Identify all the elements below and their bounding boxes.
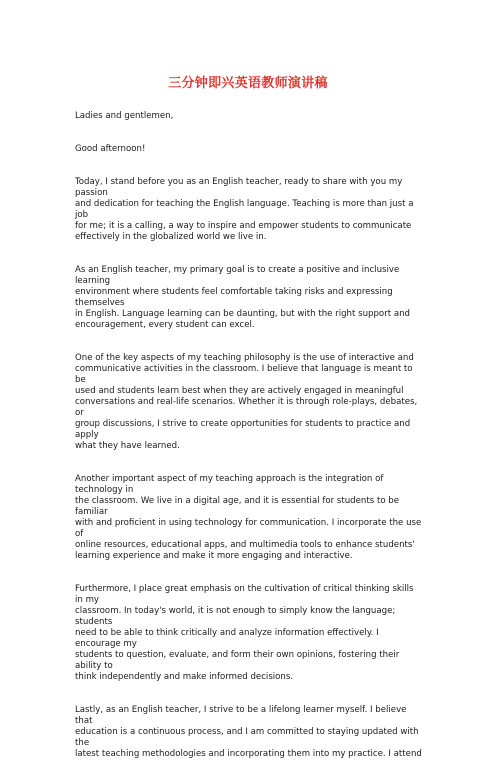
paragraph-technology: Another important aspect of my teaching approach is the integration of technology in the classroom. We live in a digital age, and it is essential for students to be familiar with and proficient in using technology for communication. I incorporate the use of online resources, educational apps, and multimedia tools to enhance students' learning experience and make it more engaging and interactive.	[75, 474, 422, 561]
salutation: Ladies and gentlemen,	[75, 111, 174, 121]
document-body	[75, 111, 424, 760]
paragraph-intro: Today, I stand before you as an English teacher, ready to share with you my passion and dedication for teaching the English language. Teaching is more than just a job for me; it is a calling, a way to inspire and empower students to communicate effectively in the globalized world we live in.	[75, 177, 414, 242]
document-title: 三分钟即兴英语教师演讲稿	[168, 76, 328, 91]
paragraph-lifelong-learner: Lastly, as an English teacher, I strive to be a lifelong learner myself. I believe that education is a continuous process, and I am committed to staying updated with the latest teaching methodologies and incorporating them into my practice. I attend	[75, 705, 422, 759]
paragraph-interactive: One of the key aspects of my teaching philosophy is the use of interactive and communicative activities in the classroom. I believe that language is meant to be used and students learn best when they are actively engaged in meaningful conversations and real-life scenarios. Whether it is through role-plays, debates, or group discussions, I strive to create opportunities for students to practice and apply what they have learned.	[75, 353, 418, 451]
paragraph-critical-thinking: Furthermore, I place great emphasis on the cultivation of critical thinking skills in my classroom. In today's world, it is not enough to simply know the language; students need to be able to think critically and analyze information effectively. I encourage my students to question, evaluate, and form their own opinions, fostering their ability to think independently and make informed decisions.	[75, 584, 414, 682]
paragraph-goal: As an English teacher, my primary goal is to create a positive and inclusive learning environment where students feel comfortable taking risks and expressing themselves in English. Language learning can be daunting, but with the right support and encouragement, every student can excel.	[75, 265, 410, 330]
greeting: Good afternoon!	[75, 144, 146, 154]
